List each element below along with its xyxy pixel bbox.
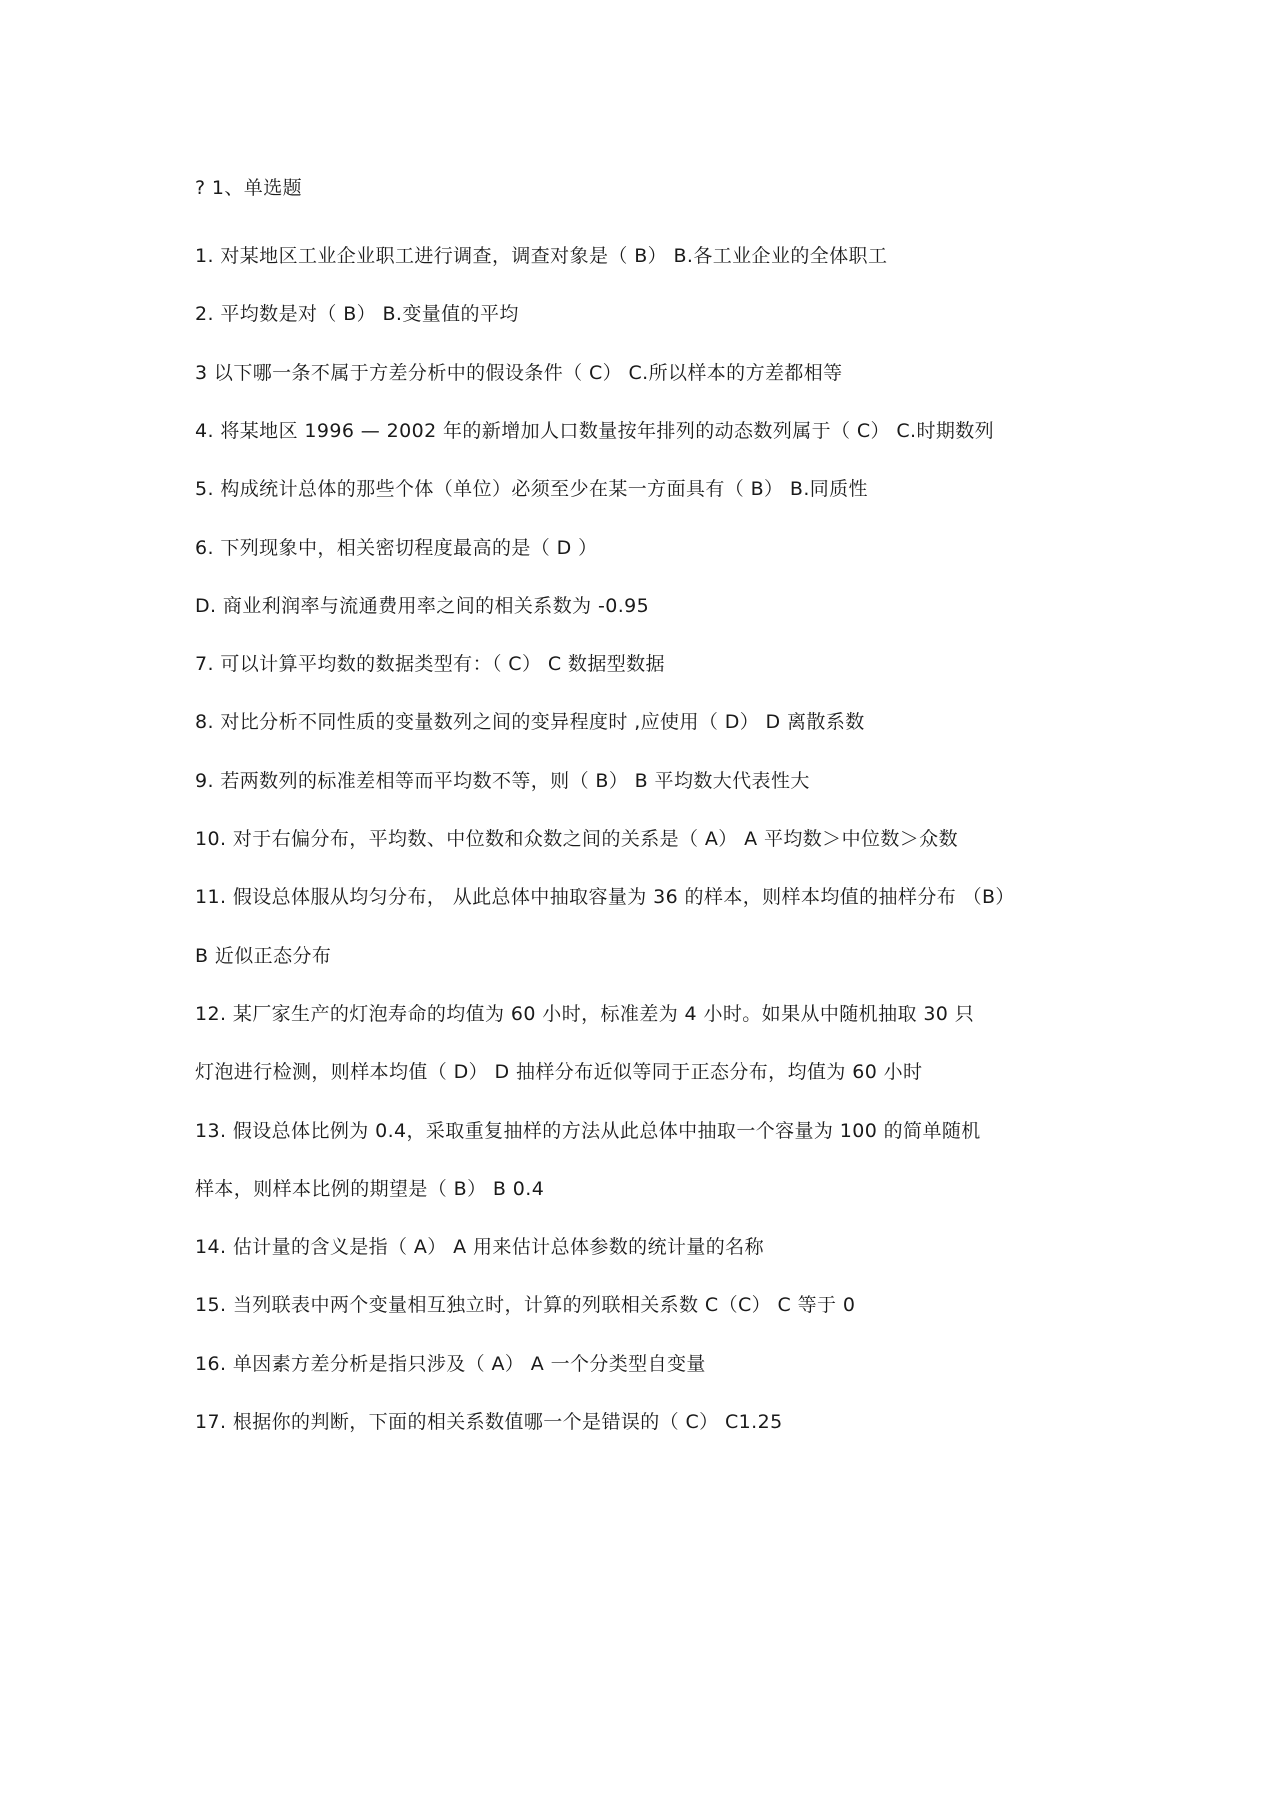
question-line: 2. 平均数是对（ B） B.变量值的平均 — [195, 303, 519, 325]
question-line: 15. 当列联表中两个变量相互独立时，计算的列联相关系数 C（C） C 等于 0 — [195, 1294, 856, 1316]
question-line: D. 商业利润率与流通费用率之间的相关系数为 -0.95 — [195, 595, 650, 617]
question-line: 4. 将某地区 1996 — 2002 年的新增加人口数量按年排列的动态数列属于（ C） C.时期数列 — [195, 420, 995, 442]
question-line: 17. 根据你的判断，下面的相关系数值哪一个是错误的（ C） C1.25 — [195, 1411, 783, 1433]
question-line: 13. 假设总体比例为 0.4，采取重复抽样的方法从此总体中抽取一个容量为 100 的简单随机 — [195, 1120, 981, 1142]
question-line: 10. 对于右偏分布，平均数、中位数和众数之间的关系是（ A） A 平均数＞中位数＞众数 — [195, 828, 958, 850]
question-line: 3 以下哪一条不属于方差分析中的假设条件（ C） C.所以样本的方差都相等 — [195, 362, 843, 384]
section-heading: ? 1、单选题 — [195, 177, 303, 199]
question-line: 11. 假设总体服从均匀分布， 从此总体中抽取容量为 36 的样本，则样本均值的抽样分布 （B） — [195, 886, 1015, 908]
question-line: 14. 估计量的含义是指（ A） A 用来估计总体参数的统计量的名称 — [195, 1236, 764, 1258]
question-line: 5. 构成统计总体的那些个体（单位）必须至少在某一方面具有（ B） B.同质性 — [195, 478, 868, 500]
question-line: 9. 若两数列的标准差相等而平均数不等，则（ B） B 平均数大代表性大 — [195, 770, 810, 792]
question-line: 16. 单因素方差分析是指只涉及（ A） A 一个分类型自变量 — [195, 1353, 706, 1375]
question-line: 7. 可以计算平均数的数据类型有：（ C） C 数据型数据 — [195, 653, 665, 675]
question-line: 12. 某厂家生产的灯泡寿命的均值为 60 小时，标准差为 4 小时。如果从中随机抽取 30 只 — [195, 1003, 975, 1025]
question-line: 6. 下列现象中，相关密切程度最高的是（ D ） — [195, 537, 598, 559]
question-line: 灯泡进行检测，则样本均值（ D） D 抽样分布近似等同于正态分布，均值为 60 小时 — [195, 1061, 923, 1083]
question-line: B 近似正态分布 — [195, 945, 332, 967]
question-line: 1. 对某地区工业企业职工进行调查，调查对象是（ B） B.各工业企业的全体职工 — [195, 245, 888, 267]
question-line: 8. 对比分析不同性质的变量数列之间的变异程度时 ,应使用（ D） D 离散系数 — [195, 711, 865, 733]
question-line: 样本，则样本比例的期望是（ B） B 0.4 — [195, 1178, 545, 1200]
